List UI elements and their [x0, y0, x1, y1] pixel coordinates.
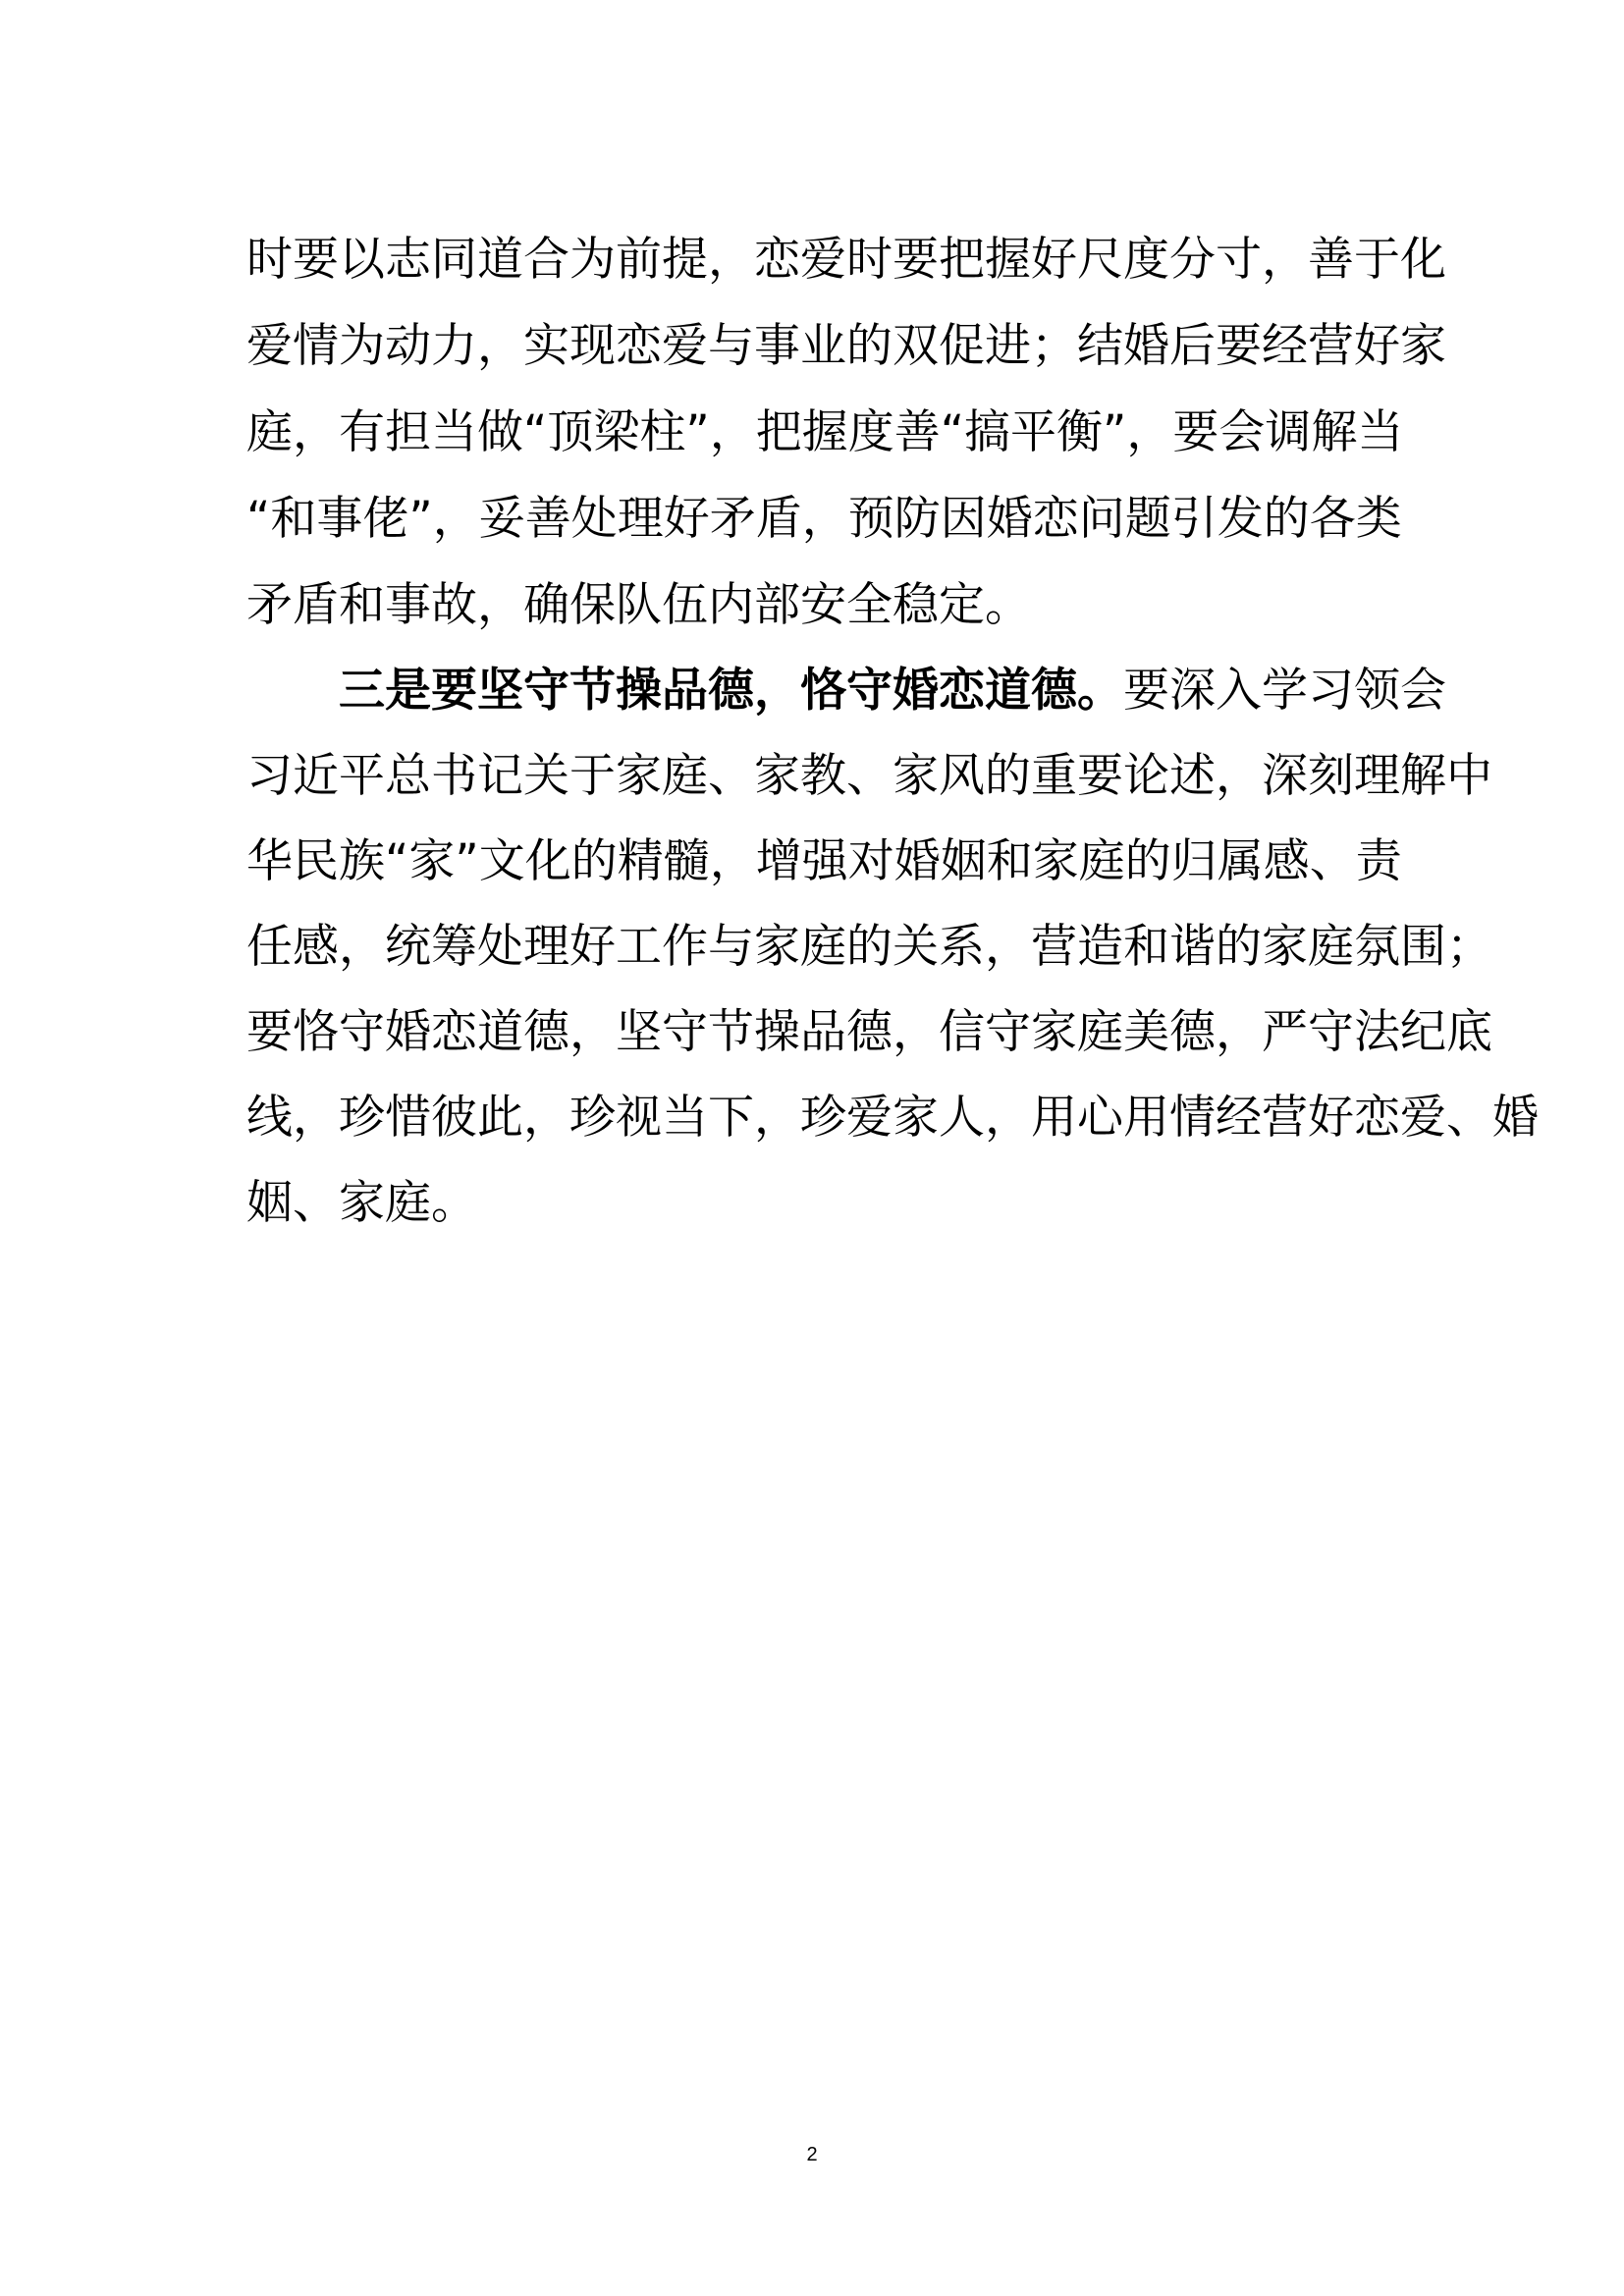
paragraph-2-line-3: 华民族“家”文化的精髓，增强对婚姻和家庭的归属感、责 — [246, 834, 1402, 888]
paragraph-1-line-2: 爱情为动力，实现恋爱与事业的双促进；结婚后要经营好家 — [246, 319, 1446, 373]
paragraph-2-line-6: 线，珍惜彼此，珍视当下，珍爱家人，用心用情经营好恋爱、婚 — [246, 1091, 1539, 1145]
page-number: 2 — [806, 2144, 818, 2165]
paragraph-1-line-4: “和事佬”，妥善处理好矛盾，预防因婚恋问题引发的各类 — [246, 492, 1402, 546]
paragraph-1-line-1: 时要以志同道合为前提，恋爱时要把握好尺度分寸，善于化 — [246, 233, 1446, 287]
paragraph-2-line-5: 要恪守婚恋道德，坚守节操品德，信守家庭美德，严守法纪底 — [246, 1005, 1492, 1059]
paragraph-2-line-4: 任感，统筹处理好工作与家庭的关系，营造和谐的家庭氛围； — [246, 920, 1492, 974]
paragraph-1-line-3: 庭，有担当做“顶梁柱”，把握度善“搞平衡”，要会调解当 — [246, 405, 1404, 459]
paragraph-2-line-2: 习近平总书记关于家庭、家教、家风的重要论述，深刻理解中 — [246, 749, 1492, 803]
paragraph-2-heading: 三是要坚守节操品德，恪守婚恋道德。 — [339, 664, 1123, 718]
paragraph-2-first-line-text: 要深入学习领会 — [1123, 664, 1446, 718]
paragraph-1-line-5: 矛盾和事故，确保队伍内部安全稳定。 — [246, 578, 1031, 632]
paragraph-2-line-7: 姻、家庭。 — [246, 1176, 477, 1230]
paragraph-2-first-line — [339, 649, 1446, 733]
